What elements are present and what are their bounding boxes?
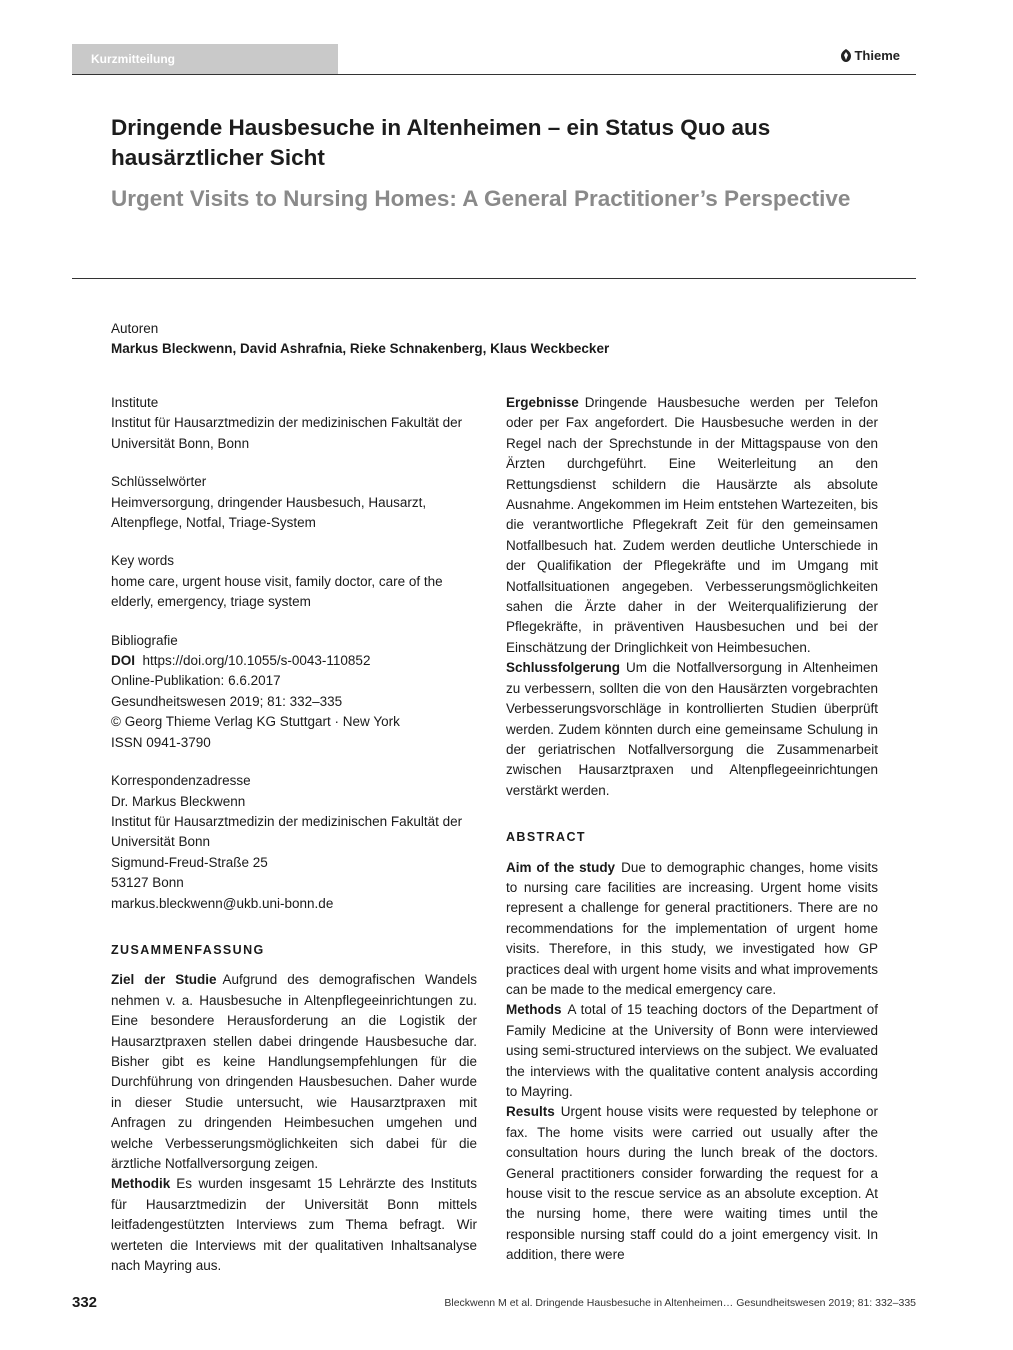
ziel-paragraph xyxy=(111,970,477,1174)
header-rule xyxy=(72,74,916,75)
authors-label: Autoren xyxy=(111,321,159,336)
zusammenfassung-heading: ZUSAMMENFASSUNG xyxy=(111,942,265,957)
keywords-de-text: Heimversorgung, dringender Hausbesuch, Hausarzt, Altenpflege, Notfal, Triage-System xyxy=(111,494,427,531)
correspondence-street: Sigmund-Freud-Straße 25 xyxy=(111,854,268,870)
journal-citation: Gesundheitswesen 2019; 81: 332–335 xyxy=(111,693,343,709)
issn: ISSN 0941-3790 xyxy=(111,734,211,750)
institute-label: Institute xyxy=(111,395,159,410)
footer-citation: Bleckwenn M et al. Dringende Hausbesuche in Altenheimen… Gesundheitswesen 2019; 81: 332–335 xyxy=(444,1297,916,1309)
results-text: Urgent house visits were requested by telephone or fax. The home visits were carried out usually after the consultation hours during the lunch break of the doctors. General practitioners consider forwarding the request for a house visit to the rescue service as an absolute exception. At the nursing home, there were waiting times until the responsible nursing staff could do a joint emergency visit. In addition, there were xyxy=(506,1104,878,1263)
methods-paragraph xyxy=(506,1000,878,1102)
methodik-label: Methodik xyxy=(111,1176,171,1192)
correspondence-name: Dr. Markus Bleckwenn xyxy=(111,793,246,809)
doi-link[interactable]: https://doi.org/10.1055/s-0043-110852 xyxy=(142,653,371,669)
schluss-text: Um die Notfallversorgung in Altenheimen zu verbessern, sollten die von den Hausärzten vorgebrachten Verbesserungsvorschläge in kontrollierten Studien überprüft werden. Zudem könnten durch eine gemeinsame Schulung in der geriatrischen Notfallversorgung die Zusammenarbeit zwischen Hausarztpraxen und Altenpflegeeinrichtungen verstärkt werden. xyxy=(506,660,878,798)
aim-paragraph xyxy=(506,858,878,1001)
methods-label: Methods xyxy=(506,1002,562,1018)
doi-label: DOI xyxy=(111,653,136,669)
online-publication: Online-Publikation: 6.6.2017 xyxy=(111,673,281,689)
doi-line xyxy=(111,651,477,671)
schluss-paragraph xyxy=(506,658,878,801)
title-rule xyxy=(72,278,916,279)
correspondence-block xyxy=(111,771,477,914)
schluss-label: Schlussfolgerung xyxy=(506,660,621,676)
ergebnisse-paragraph xyxy=(506,393,878,658)
bibliography-block xyxy=(111,631,477,753)
correspondence-city: 53127 Bonn xyxy=(111,875,184,891)
ziel-label: Ziel der Studie xyxy=(111,972,217,988)
section-label: Kurzmitteilung xyxy=(72,44,338,75)
keywords-en-block xyxy=(111,551,477,612)
publisher-name: Thieme xyxy=(854,48,900,63)
keywords-de-block xyxy=(111,472,477,533)
methods-text: A total of 15 teaching doctors of the Department of Family Medicine at the University of Bonn were interviewed using semi-structured interviews on the subject. We evaluated the interviews with the qualitative content analysis according to Mayring. xyxy=(506,1002,878,1099)
correspondence-label: Korrespondenzadresse xyxy=(111,773,251,789)
institute-text: Institut für Hausarztmedizin der medizinischen Fakultät der Universität Bonn, Bonn xyxy=(111,415,463,451)
keywords-en-label: Key words xyxy=(111,553,175,569)
aim-text: Due to demographic changes, home visits to nursing care facilities are increasing. Urgent home visits represent a challenge for general practitioners. There are no recommendations for the implementation of urgent home visits. Therefore, in this study, we investigated how GP practices deal with urgent home visits and what improvements can be made to the medical emergency care. xyxy=(506,859,878,997)
methodik-text: Es wurden insgesamt 15 Lehrärzte des Instituts für Hausarztmedizin der Universität Bonn mittels leitfadengestützten Interviews zum Thema befragt. Wir werteten die Interviews mit der qualitativen Inhaltsanalyse nach Mayring aus. xyxy=(111,1176,477,1274)
right-column xyxy=(506,393,878,1266)
results-paragraph xyxy=(506,1102,878,1265)
results-label: Results xyxy=(506,1104,555,1120)
thieme-logo-icon xyxy=(841,49,851,62)
keywords-en-text: home care, urgent house visit, family doctor, care of the elderly, emergency, triage system xyxy=(111,573,443,610)
title-german: Dringende Hausbesuche in Altenheimen – ein Status Quo aus hausärztlicher Sicht xyxy=(111,115,771,170)
institute-block xyxy=(111,393,477,454)
abstract-heading: ABSTRACT xyxy=(506,830,586,845)
correspondence-institute: Institut für Hausarztmedizin der medizinischen Fakultät der Universität Bonn xyxy=(111,813,463,850)
page-number: 332 xyxy=(72,1294,98,1311)
correspondence-email[interactable]: markus.bleckwenn@ukb.uni-bonn.de xyxy=(111,895,334,911)
methodik-paragraph xyxy=(111,1174,477,1276)
copyright: © Georg Thieme Verlag KG Stuttgart · New York xyxy=(111,714,400,730)
ergebnisse-label: Ergebnisse xyxy=(506,395,579,410)
publisher-logo xyxy=(841,48,900,63)
authors-names: Markus Bleckwenn, David Ashrafnia, Rieke Schnakenberg, Klaus Weckbecker xyxy=(111,341,610,356)
ziel-text: Aufgrund des demografischen Wandels nehmen v. a. Hausbesuche in Altenpflegeeinrichtungen zu. Eine besondere Herausforderung an die Logistik der Hausarztpraxen stellen dabei dringende Hausbesuche dar. Bisher gibt es keine Handlungsempfehlungen für die Durchführung von dringenden Hausbesuchen. Daher wurde in dieser Studie untersucht, wie Hausarztpraxen mit Anfragen zu dringenden Heimbesuchen umgehen und welche Verbesserungsmöglichkeiten sich dabei für die ärztliche Notfallversorgung zeigen. xyxy=(111,972,477,1171)
bibliography-label: Bibliografie xyxy=(111,632,178,648)
left-column xyxy=(111,393,477,1276)
title-english: Urgent Visits to Nursing Homes: A General Practitioner’s Perspective xyxy=(111,186,851,211)
aim-label: Aim of the study xyxy=(506,859,616,875)
ergebnisse-text: Dringende Hausbesuche werden per Telefon oder per Fax angefordert. Die Hausbesuche werden in der Regel nach der Sprechstunde in der Mittagspause von den Ärzten durchgeführt. Eine Weiterleitung an den Rettungsdienst schildern die Hausärzte als absolute Ausnahme. Angekommen im Heim entstehen Wartezeiten, bis die verantwortliche Pflegekraft Zeit für den gemeinsamen Notfallbesuch hat. Zudem werden deutliche Unterschiede in der Qualifikation der Pflegekräfte und im Umgang mit Notfallsituationen angegeben. Verbesserungsmöglichkeiten sahen die Ärzte daher in der Weiterqualifizierung der Pflegekräfte, in präventiven Hausbesuchen und bei der Einschätzung der Dringlichkeit von Heimbesuchen. xyxy=(506,395,878,655)
keywords-de-label: Schlüsselwörter xyxy=(111,474,207,490)
